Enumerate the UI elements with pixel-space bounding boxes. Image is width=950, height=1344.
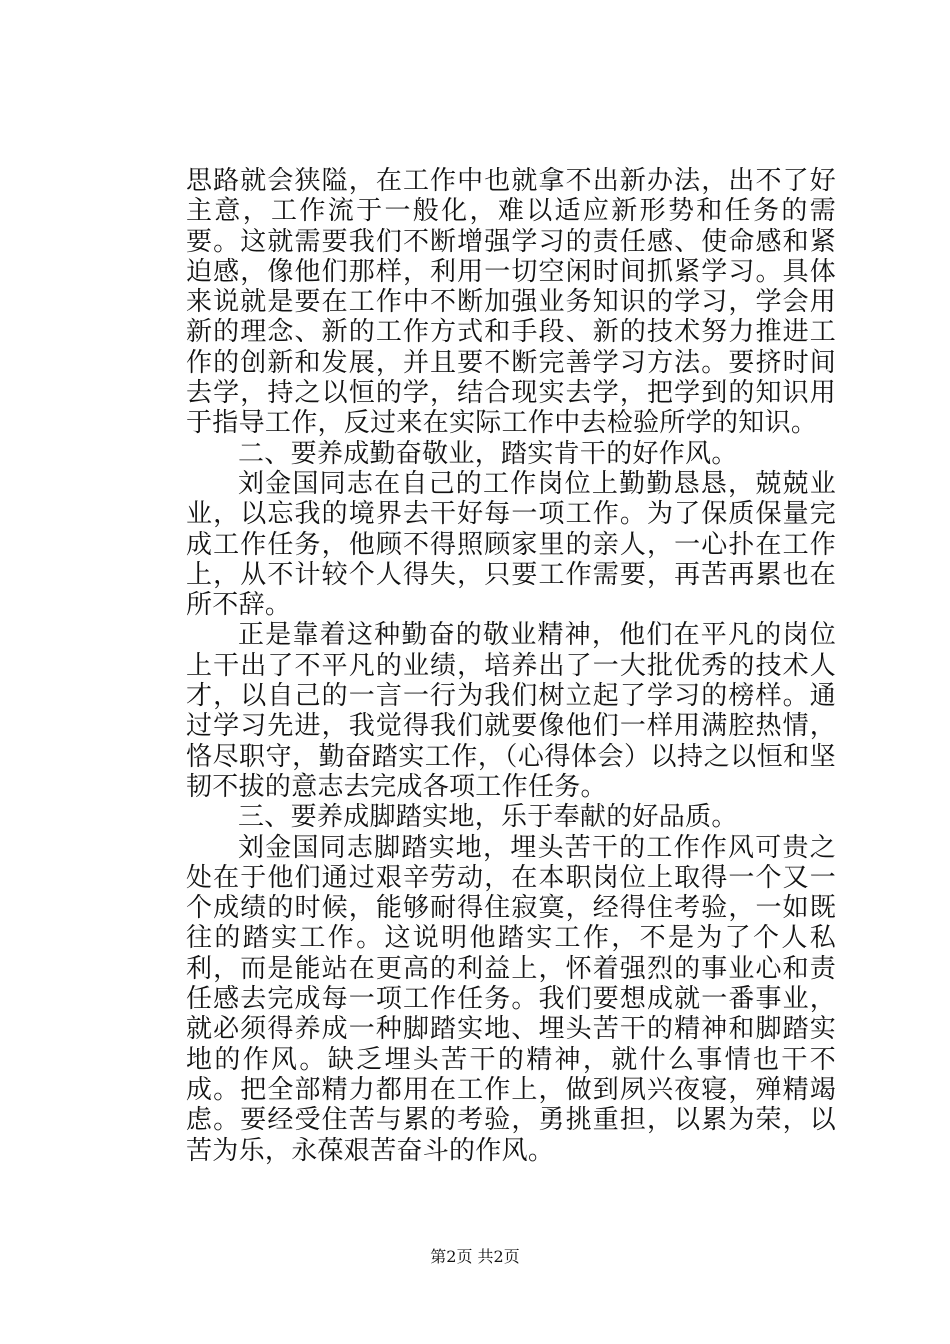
document-body <box>186 166 836 1166</box>
section-heading-3: 三、要养成脚踏实地，乐于奉献的好品质。 <box>238 802 738 833</box>
paragraph: 刘金国同志脚踏实地，埋头苦干的工作作风可贵之处在于他们通过艰辛劳动，在本职岗位上取得一个又一个成绩的时候，能够耐得住寂寞，经得住考验，一如既往的踏实工作。这说明他踏实工作，不是为了个人私利，而是能站在更高的利益上，怀着强烈的事业心和责任感去完成每一项工作任务。我们要想成就一番事业，就必须得养成一种脚踏实地、埋头苦干的精神和脚踏实地的作风。缺乏埋头苦干的精神，就什么事情也干不成。把全部精力都用在工作上，做到夙兴夜寝，殚精竭虑。要经受住苦与累的考验，勇挑重担，以累为荣，以苦为乐，永葆艰苦奋斗的作风。 <box>186 832 836 1166</box>
section-heading-2: 二、要养成勤奋敬业，踏实肯干的好作风。 <box>238 438 738 469</box>
paragraph-continuation: 思路就会狭隘，在工作中也就拿不出新办法，出不了好主意，工作流于一般化，难以适应新形势和任务的需要。这就需要我们不断增强学习的责任感、使命感和紧迫感，像他们那样，利用一切空闲时间抓紧学习。具体来说就是要在工作中不断加强业务知识的学习，学会用新的理念、新的工作方式和手段、新的技术努力推进工作的创新和发展，并且要不断完善学习方法。要挤时间去学，持之以恒的学，结合现实去学，把学到的知识用于指导工作，反过来在实际工作中去检验所学的知识。 <box>186 166 836 439</box>
paragraph: 正是靠着这种勤奋的敬业精神，他们在平凡的岗位上干出了不平凡的业绩，培养出了一大批优秀的技术人才，以自己的一言一行为我们树立起了学习的榜样。通过学习先进，我觉得我们就要像他们一样用满腔热情，恪尽职守，勤奋踏实工作，（心得体会）以持之以恒和坚韧不拔的意志去完成各项工作任务。 <box>186 620 836 802</box>
page-number-footer: 第2页 共2页 <box>430 1247 520 1266</box>
paragraph: 刘金国同志在自己的工作岗位上勤勤恳恳，兢兢业业，以忘我的境界去干好每一项工作。为了保质保量完成工作任务，他顾不得照顾家里的亲人，一心扑在工作上，从不计较个人得失，只要工作需要，再苦再累也在所不辞。 <box>186 468 836 621</box>
